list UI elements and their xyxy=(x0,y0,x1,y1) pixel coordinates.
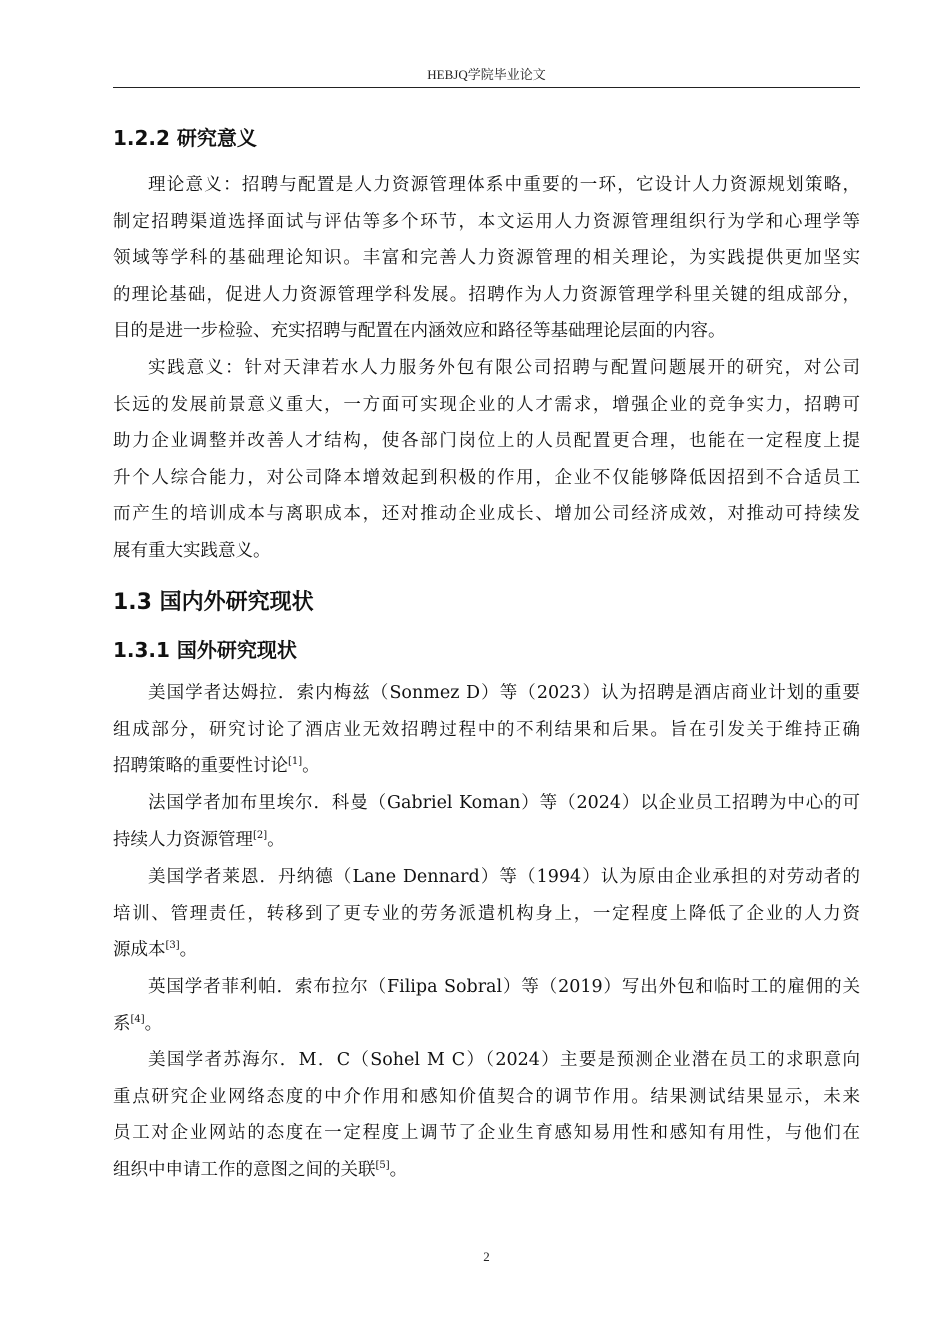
text-segment: 系 xyxy=(113,1013,131,1034)
text-segment: 。 xyxy=(302,756,320,777)
text-line: 助力企业调整并改善人才结构，使各部门岗位上的人员配置更合理，也能在一定程度上提 xyxy=(113,431,860,452)
text-line: 重点研究企业网络态度的中介作用和感知价值契合的调节作用。结果测试结果显示，未来 xyxy=(113,1086,860,1107)
section-heading-1-3: 1.3 国内外研究现状 xyxy=(113,590,314,615)
paragraph-sohel xyxy=(113,1042,860,1188)
text-line: 而产生的培训成本与离职成本，还对推动企业成长、增加公司经济成效，对推动可持续发 xyxy=(113,504,860,525)
text-line-with-citation xyxy=(113,1152,860,1189)
paragraph-practical-significance xyxy=(113,350,860,570)
section-heading-1-3-1: 1.3.1 国外研究现状 xyxy=(113,638,297,662)
text-line: 组成部分，研究讨论了酒店业无效招聘过程中的不利结果和后果。旨在引发关于维持正确 xyxy=(113,719,860,740)
paragraph-theoretical-significance xyxy=(113,167,860,350)
paragraph-dennard xyxy=(113,859,860,969)
paragraph-sonmez xyxy=(113,675,860,785)
text-line: 美国学者莱恩．丹纳德（Lane Dennard）等（1994）认为原由企业承担的对劳动者的 xyxy=(148,867,860,887)
citation-2[interactable]: [2] xyxy=(253,829,268,841)
running-header: HEBJQ学院毕业论文 xyxy=(427,67,546,82)
text-line-with-citation xyxy=(113,822,860,859)
text-line: 理论意义：招聘与配置是人力资源管理体系中重要的一环，它设计人力资源规划策略， xyxy=(148,175,860,195)
citation-3[interactable]: [3] xyxy=(165,940,180,952)
text-line: 法国学者加布里埃尔．科曼（Gabriel Koman）等（2024）以企业员工招聘为中心的可 xyxy=(148,793,860,813)
text-line: 的理论基础，促进人力资源管理学科发展。招聘作为人力资源管理学科里关键的组成部分， xyxy=(113,284,860,305)
header-divider xyxy=(113,87,860,88)
citation-1[interactable]: [1] xyxy=(288,756,303,768)
text-segment: 招聘策略的重要性讨论 xyxy=(113,756,288,777)
text-line: 美国学者苏海尔．M．C（Sohel M C）（2024）主要是预测企业潜在员工的求职意向 xyxy=(148,1050,860,1070)
text-line: 制定招聘渠道选择面试与评估等多个环节，本文运用人力资源管理组织行为学和心理学等 xyxy=(113,211,860,232)
text-line: 升个人综合能力，对公司降本增效起到积极的作用，企业不仅能够降低因招到不合适员工 xyxy=(113,467,860,488)
paragraph-sobral xyxy=(113,969,860,1042)
text-line: 英国学者菲利帕．索布拉尔（Filipa Sobral）等（2019）写出外包和临时工的雇佣的关 xyxy=(148,977,860,997)
text-line: 领域等学科的基础理论知识。丰富和完善人力资源管理的相关理论，为实践提供更加坚实 xyxy=(113,248,860,269)
text-segment: 。 xyxy=(389,1159,408,1180)
section-heading-1-2-2: 1.2.2 研究意义 xyxy=(113,126,257,150)
text-line-with-citation xyxy=(113,1006,860,1043)
text-segment: 。 xyxy=(179,940,198,961)
page-number: 2 xyxy=(483,1249,490,1264)
text-line: 实践意义：针对天津若水人力服务外包有限公司招聘与配置问题展开的研究，对公司 xyxy=(148,358,860,378)
text-segment: 持续人力资源管理 xyxy=(113,829,253,850)
text-line-with-citation xyxy=(113,748,860,785)
text-line: 培训、管理责任，转移到了更专业的劳务派遣机构身上，一定程度上降低了企业的人力资 xyxy=(113,903,860,924)
text-line: 展有重大实践意义。 xyxy=(113,540,271,561)
paragraph-koman xyxy=(113,785,860,858)
text-line: 员工对企业网站的态度在一定程度上调节了企业生育感知易用性和感知有用性，与他们在 xyxy=(113,1123,860,1144)
text-segment: 。 xyxy=(267,829,285,850)
text-line: 长远的发展前景意义重大，一方面可实现企业的人才需求，增强企业的竞争实力，招聘可 xyxy=(113,394,860,415)
citation-5[interactable]: [5] xyxy=(375,1159,390,1171)
text-line: 美国学者达姆拉．索内梅兹（Sonmez D）等（2023）认为招聘是酒店商业计划的重要 xyxy=(148,683,860,703)
text-segment: 。 xyxy=(144,1013,163,1034)
text-segment: 组织中申请工作的意图之间的关联 xyxy=(113,1159,376,1180)
text-line-with-citation xyxy=(113,932,860,969)
text-line: 目的是进一步检验、充实招聘与配置在内涵效应和路径等基础理论层面的内容。 xyxy=(113,321,726,342)
citation-4[interactable]: [4] xyxy=(130,1013,145,1025)
text-segment: 源成本 xyxy=(113,940,166,961)
